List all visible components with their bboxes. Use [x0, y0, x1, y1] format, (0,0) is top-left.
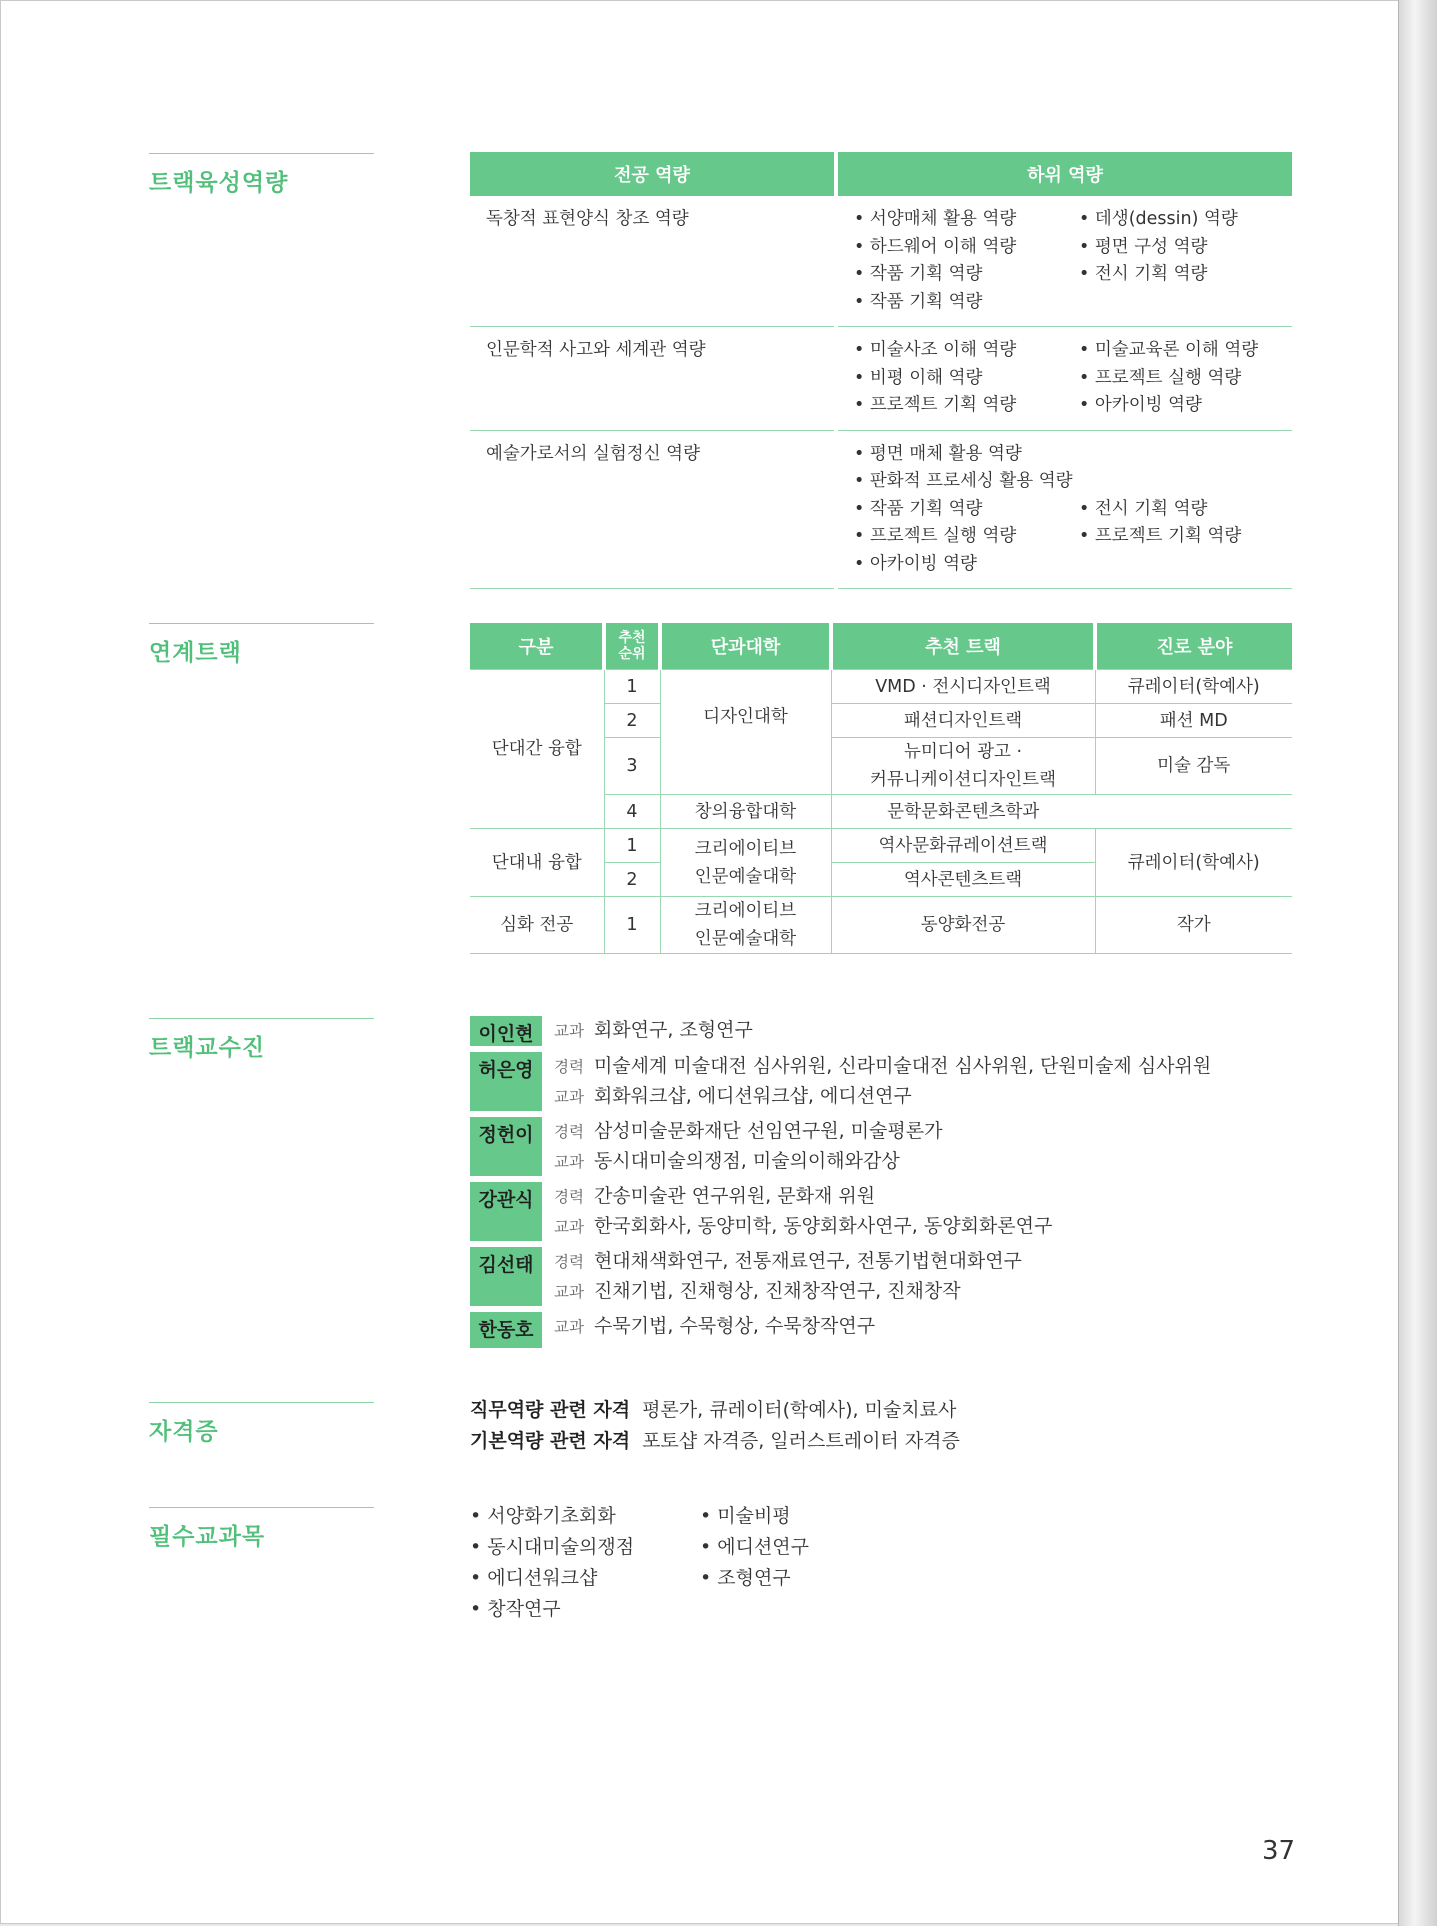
line-text: 한국회화사, 동양미학, 동양회화사연구, 동양회화론연구: [593, 1214, 1053, 1237]
page-edge: [1398, 0, 1437, 1926]
sub-competencies: [838, 327, 1292, 431]
header-rank: [604, 623, 660, 670]
professor-name: 정헌이: [470, 1117, 542, 1176]
sub-item: • 비평 이해 역량: [854, 365, 1079, 393]
track-cell: 문학문화콘텐츠학과: [831, 795, 1095, 829]
professor-name: 이인현: [470, 1016, 542, 1046]
track-cell: 패션디자인트랙: [831, 704, 1095, 738]
course-item: • 동시대미술의쟁점: [470, 1532, 700, 1563]
header-track: 추천 트랙: [831, 623, 1095, 670]
line-tag: 교과: [554, 1318, 584, 1336]
professor-entry: [470, 1241, 1211, 1306]
line-text: 진채기법, 진채형상, 진채창작연구, 진채창작: [593, 1279, 961, 1302]
rank-cell: 1: [604, 897, 660, 954]
line-text: 현대채색화연구, 전통재료연구, 전통기법현대화연구: [593, 1250, 1022, 1272]
rank-cell: 1: [604, 670, 660, 704]
header-rank-text: 추천 순위: [618, 630, 646, 662]
career-cell: 큐레이터(학예사): [1095, 670, 1292, 704]
header-college: 단과대학: [660, 623, 831, 670]
competency-table: [470, 152, 1292, 589]
college-cell: [660, 829, 831, 897]
college-line: 크리에이티브: [694, 901, 797, 921]
college-line: 인문예술대학: [694, 866, 797, 887]
professor-line: [554, 1247, 1022, 1277]
professor-line: [554, 1016, 753, 1046]
sub-item: • 프로젝트 기획 역량: [1079, 523, 1292, 551]
line-tag: 교과: [554, 1022, 584, 1040]
professor-line: [554, 1147, 942, 1177]
competency-table-header: [470, 152, 1292, 196]
line-tag: 교과: [554, 1087, 584, 1106]
professor-name: 김선태: [470, 1247, 542, 1306]
sub-item: • 하드웨어 이해 역량: [854, 234, 1079, 262]
professor-name: 강관식: [470, 1182, 542, 1241]
career-cell: 작가: [1095, 897, 1292, 954]
sub-item: • 작품 기획 역량: [854, 289, 1079, 317]
professor-entry: [470, 1046, 1211, 1111]
rank-cell: 3: [604, 738, 660, 795]
professor-list: [470, 1016, 1211, 1348]
rank-cell: 2: [604, 704, 660, 738]
sub-competencies: [838, 196, 1292, 327]
certificate-label: 직무역량 관련 자격: [470, 1399, 631, 1421]
sub-item: • 평면 매체 활용 역량: [854, 441, 1292, 469]
sub-item: • 전시 기획 역량: [1079, 261, 1292, 289]
professor-line: [554, 1212, 1052, 1242]
course-item: • 에디션연구: [700, 1532, 930, 1563]
sub-item: • 미술사조 이해 역량: [854, 337, 1079, 365]
header-sub-competency: 하위 역량: [838, 152, 1292, 196]
track-cell: VMD · 전시디자인트랙: [831, 670, 1095, 704]
certificate-label: 기본역량 관련 자격: [470, 1430, 631, 1452]
sub-item: • 작품 기획 역량: [854, 496, 1079, 524]
competency-row: [470, 196, 1292, 327]
professor-entry: [470, 1306, 1211, 1348]
line-tag: 교과: [554, 1217, 584, 1236]
header-major-competency: 전공 역량: [470, 152, 834, 196]
line-tag: 경력: [554, 1058, 584, 1076]
sub-competencies: [838, 430, 1292, 589]
section-label-required-courses: 필수교과목: [149, 1507, 374, 1551]
track-line: 뉴미디어 광고 ·: [903, 742, 1023, 762]
sub-item: • 프로젝트 실행 역량: [1079, 365, 1292, 393]
major-competency: 인문학적 사고와 세계관 역량: [470, 327, 834, 431]
track-cell: 동양화전공: [831, 897, 1095, 954]
section-label-certificates: 자격증: [149, 1402, 374, 1446]
table-row: [470, 829, 1292, 863]
section-label-linked-track: 연계트랙: [149, 623, 374, 667]
category-cell: 심화 전공: [470, 897, 604, 954]
sub-item: • 프로젝트 실행 역량: [854, 523, 1079, 551]
sub-item: • 판화적 프로세싱 활용 역량: [854, 468, 1292, 496]
professor-entry: [470, 1111, 1211, 1176]
sub-item: • 작품 기획 역량: [854, 261, 1079, 289]
line-tag: 경력: [554, 1188, 584, 1206]
major-competency: 예술가로서의 실험정신 역량: [470, 430, 834, 589]
track-cell: 역사콘텐츠트랙: [831, 863, 1095, 897]
course-item: • 서양화기초회화: [470, 1501, 700, 1532]
career-cell: 미술 감독: [1095, 738, 1292, 795]
linked-track-table: [470, 623, 1292, 954]
course-item: • 미술비평: [700, 1501, 930, 1532]
professor-name: 허은영: [470, 1052, 542, 1111]
sub-item: • 미술교육론 이해 역량: [1079, 337, 1292, 365]
table-row: [470, 897, 1292, 954]
sub-item: • 프로젝트 기획 역량: [854, 392, 1079, 420]
category-cell: 단대간 융합: [470, 670, 604, 829]
line-tag: 경력: [554, 1123, 584, 1141]
college-line: 크리에이티브: [694, 838, 797, 859]
line-text: 동시대미술의쟁점, 미술의이해와감상: [593, 1149, 900, 1172]
line-text: 회화연구, 조형연구: [593, 1019, 753, 1041]
certificate-list: [470, 1395, 960, 1457]
professor-line: [554, 1182, 1052, 1212]
category-cell: 단대내 융합: [470, 829, 604, 897]
line-text: 간송미술관 연구위원, 문화재 위원: [593, 1185, 876, 1207]
professor-line: [554, 1052, 1211, 1082]
certificate-row: [470, 1395, 960, 1426]
sub-item: • 아카이빙 역량: [1079, 392, 1292, 420]
rank-cell: 1: [604, 829, 660, 863]
header-category: 구분: [470, 623, 604, 670]
course-item: • 에디션워크샵: [470, 1563, 700, 1594]
competency-row: [470, 430, 1292, 589]
rank-cell: 2: [604, 863, 660, 897]
line-tag: 교과: [554, 1152, 584, 1171]
certificate-row: [470, 1426, 960, 1457]
track-cell: 역사문화큐레이션트랙: [831, 829, 1095, 863]
line-tag: 교과: [554, 1282, 584, 1301]
page-number: 37: [1262, 1836, 1296, 1866]
college-cell: [660, 897, 831, 954]
major-competency: 독창적 표현양식 창조 역량: [470, 196, 834, 327]
track-line: 커뮤니케이션디자인트랙: [870, 770, 1056, 790]
professor-line: [554, 1277, 1022, 1307]
professor-line: [554, 1312, 875, 1342]
line-text: 삼성미술문화재단 선임연구원, 미술평론가: [593, 1120, 943, 1142]
certificate-value: 평론가, 큐레이터(학예사), 미술치료사: [642, 1399, 957, 1421]
track-cell: [831, 738, 1095, 795]
linked-track-header: [470, 623, 1292, 670]
section-label-track-professors: 트랙교수진: [149, 1018, 374, 1062]
professor-entry: [470, 1016, 1211, 1046]
career-cell: 큐레이터(학예사): [1095, 829, 1292, 897]
header-career: 진로 분야: [1095, 623, 1292, 670]
sub-item: • 데생(dessin) 역량: [1079, 206, 1292, 234]
competency-row: [470, 327, 1292, 431]
rank-cell: 4: [604, 795, 660, 829]
line-text: 수묵기법, 수묵형상, 수묵창작연구: [593, 1315, 876, 1337]
professor-entry: [470, 1176, 1211, 1241]
college-cell: 디자인대학: [660, 670, 831, 795]
sub-item: • 전시 기획 역량: [1079, 496, 1292, 524]
line-text: 회화워크샵, 에디션워크샵, 에디션연구: [593, 1084, 912, 1107]
certificate-value: 포토샵 자격증, 일러스트레이터 자격증: [642, 1430, 960, 1452]
professor-line: [554, 1117, 942, 1147]
sub-item: • 아카이빙 역량: [854, 551, 1079, 579]
college-cell: 창의융합대학: [660, 795, 831, 829]
professor-name: 한동호: [470, 1312, 542, 1348]
table-row: [470, 670, 1292, 704]
line-text: 미술세계 미술대전 심사위원, 신라미술대전 심사위원, 단원미술제 심사위원: [593, 1055, 1212, 1077]
college-line: 인문예술대학: [694, 929, 797, 949]
sub-item: • 평면 구성 역량: [1079, 234, 1292, 262]
sub-item: • 서양매체 활용 역량: [854, 206, 1079, 234]
course-item: • 창작연구: [470, 1594, 700, 1625]
professor-line: [554, 1082, 1211, 1112]
career-cell: 패션 MD: [1095, 704, 1292, 738]
course-item: • 조형연구: [700, 1563, 930, 1594]
section-label-track-competency: 트랙육성역량: [149, 153, 374, 197]
required-course-list: [470, 1501, 930, 1625]
line-tag: 경력: [554, 1253, 584, 1271]
